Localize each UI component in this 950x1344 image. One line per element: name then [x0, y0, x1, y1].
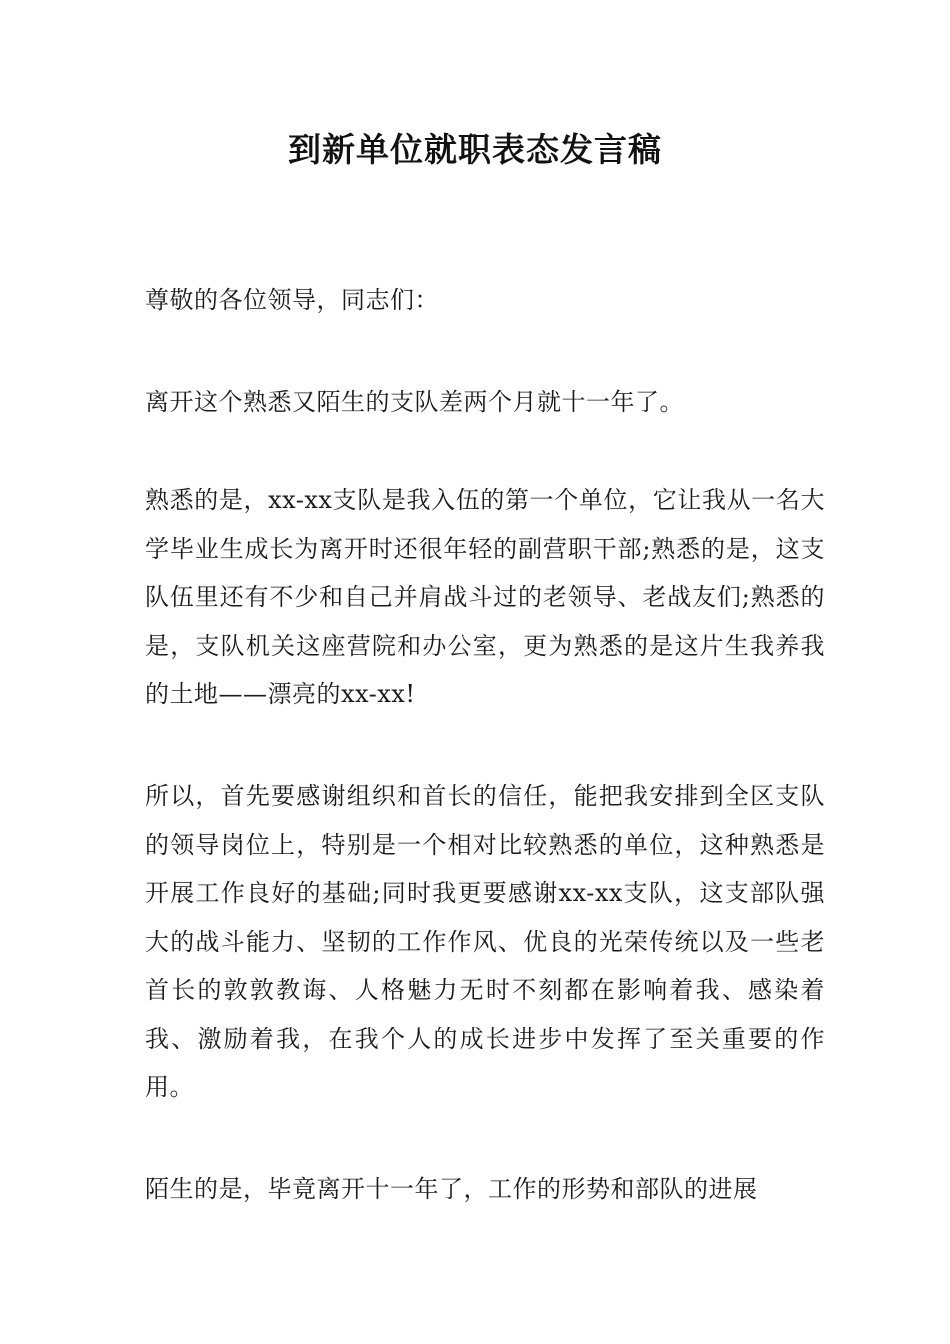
unfamiliar-paragraph: 陌生的是，毕竟离开十一年了，工作的形势和部队的进展: [145, 1175, 758, 1203]
document-title: 到新单位就职表态发言稿: [288, 130, 662, 169]
familiar-paragraph: 熟悉的是，xx-xx支队是我入伍的第一个单位，它让我从一名大学毕业生成长为离开时还很年轻的副营职干部;熟悉的是，这支队伍里还有不少和自己并肩战斗过的老领导、老战友们;熟悉的是，支队机关这座营院和办公室，更为熟悉的是这片生我养我的土地——漂亮的xx-xx!: [145, 486, 825, 708]
gratitude-paragraph: 所以，首先要感谢组织和首长的信任，能把我安排到全区支队的领导岗位上，特别是一个相对比较熟悉的单位，这种熟悉是开展工作良好的基础;同时我更要感谢xx-xx支队，这支部队强大的战斗能力、坚韧的工作作风、优良的光荣传统以及一些老首长的敦敦教诲、人格魅力无时不刻都在影响着我、感染着我、激励着我，在我个人的成长进步中发挥了至关重要的作用。: [145, 782, 825, 1101]
salutation-paragraph: 尊敬的各位领导，同志们：: [145, 286, 439, 314]
intro-paragraph: 离开这个熟悉又陌生的支队差两个月就十一年了。: [145, 388, 684, 416]
